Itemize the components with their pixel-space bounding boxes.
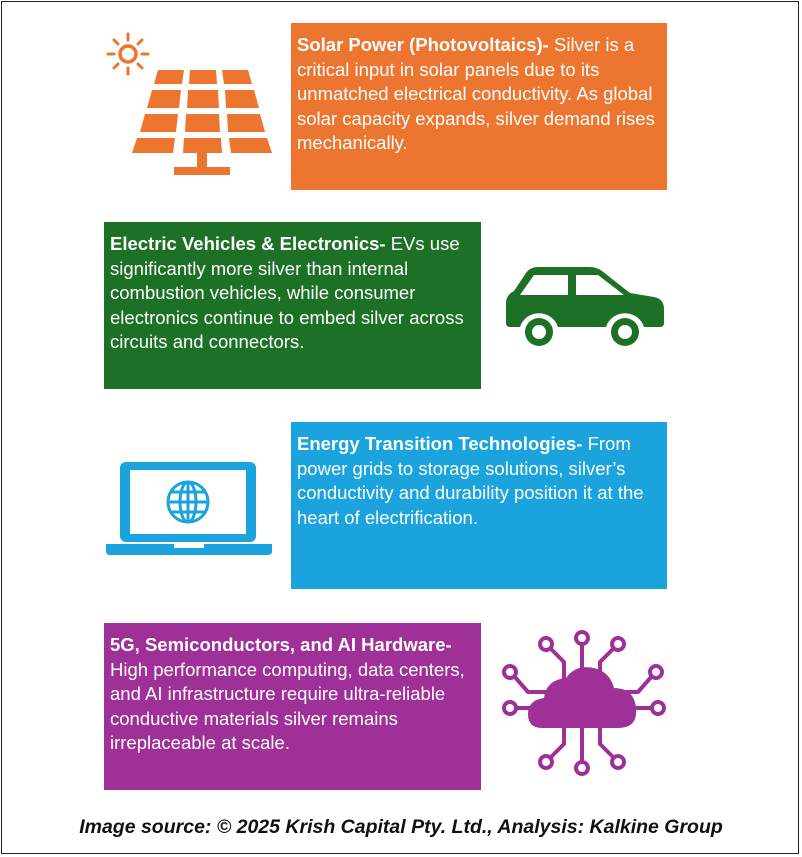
semiconductors-ai-text: High performance computing, data centers, and AI infrastructure require ultra-reliable conductive materials silver remains irreplaceable at scale.	[110, 658, 465, 754]
image-source-caption: Image source: © 2025 Krish Capital Pty. Ltd., Analysis: Kalkine Group	[79, 816, 723, 838]
energy-transition-text: From power grids to storage solutions, silver’s conductivity and durability position it at the heart of electrification.	[297, 433, 644, 528]
laptop-globe-icon	[104, 458, 274, 558]
solar-power-card	[291, 23, 667, 190]
semiconductors-ai-card	[104, 623, 481, 790]
solar-panel-icon	[104, 30, 274, 185]
solar-power-text: Silver is a critical input in solar panels due to its unmatched electrical conductivity. As global solar capacity expands, silver demand rises mechanically.	[297, 34, 655, 154]
energy-transition-title: Energy Transition Technologies-	[297, 433, 583, 454]
car-icon	[498, 265, 668, 350]
semiconductors-ai-title: 5G, Semiconductors, and AI Hardware-	[110, 634, 452, 655]
cloud-circuit-icon	[498, 628, 668, 778]
energy-transition-card	[291, 422, 667, 589]
ev-electronics-title: Electric Vehicles & Electronics-	[110, 233, 386, 254]
ev-electronics-text: EVs use significantly more silver than internal combustion vehicles, while consumer electronics continue to embed silver across circuits and connectors.	[110, 233, 464, 353]
solar-power-title: Solar Power (Photovoltaics)-	[297, 34, 549, 55]
ev-electronics-card	[104, 222, 481, 389]
